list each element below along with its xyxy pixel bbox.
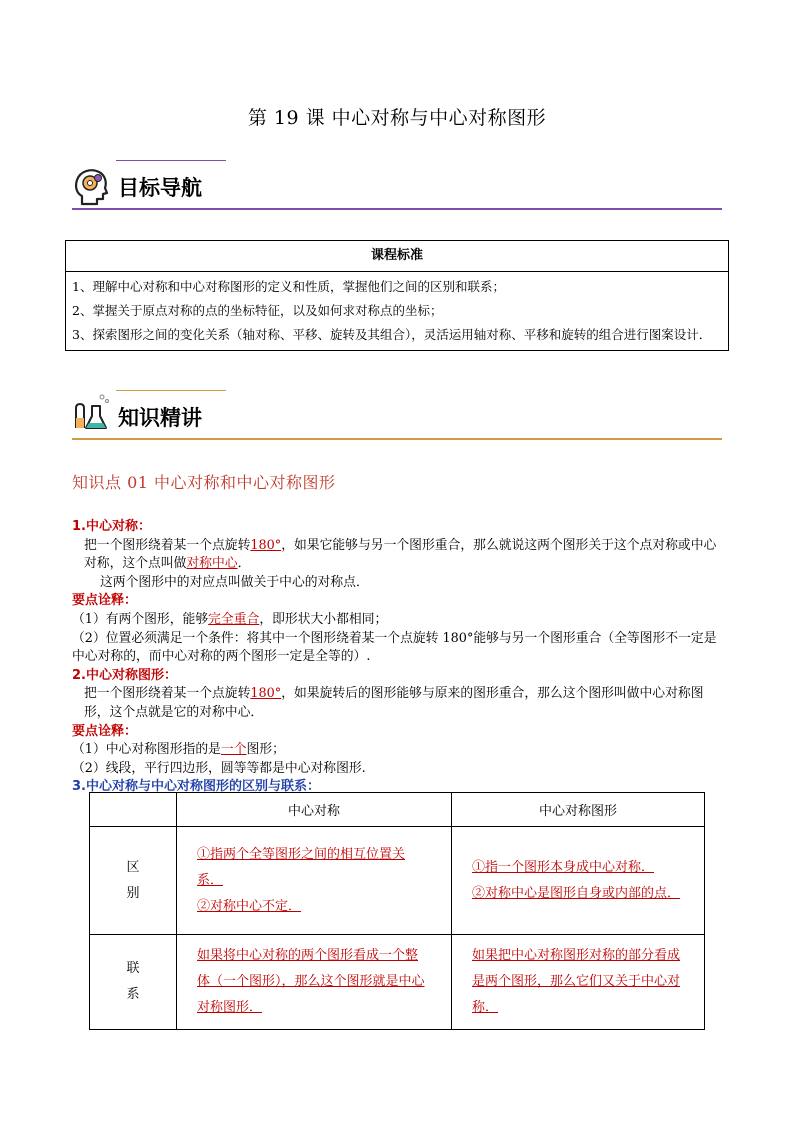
standards-list [66,272,729,351]
head-gears-icon [74,166,108,206]
comparison-table [89,792,705,1030]
underlined-term: 180° [250,686,282,702]
row-label [90,827,177,935]
text: 图形； [246,742,285,758]
section-header-knowledge [72,390,722,440]
heading-center-symmetry: 1.中心对称： [72,519,151,534]
cell-text: ②对称中心不定． [197,898,302,914]
underlined-term: 完全重合 [208,611,260,627]
content-body [72,518,724,797]
section-title-knowledge: 知识精讲 [118,406,202,430]
note-item: （2）位置必须满足一个条件：将其中一个图形绕着某一个点旋转 180°能够与另一个图形重合（全等图形不一定是中心对称的，而中心对称的两个图形一定是全等的）. [72,630,717,665]
section-underline [72,208,722,210]
text: ． [237,556,251,572]
header-deco-line [116,390,226,391]
section-underline [72,438,722,440]
standards-item: 3、探索图形之间的变化关系（轴对称、平移、旋转及其组合），灵活运用轴对称、平移和旋转的组合进行图案设计． [72,327,712,342]
table-cell [452,827,705,935]
definition-paragraph [72,537,724,574]
definition-paragraph: 这两个图形中的对应点叫做关于中心的对称点． [100,574,369,590]
row-label [90,935,177,1030]
table-cell [177,935,452,1030]
text: ，即形状大小都相同； [259,611,388,627]
definition-paragraph [72,685,724,722]
column-header: 中心对称图形 [452,793,705,827]
knowledge-point-title: 知识点 01 中心对称和中心对称图形 [72,473,336,492]
standards-item: 1、理解中心对称和中心对称图形的定义和性质，掌握他们之间的区别和联系； [72,279,505,294]
header-deco-line [116,160,226,161]
text: （1）中心对称图形指的是 [72,742,221,758]
cell-text: 如果将中心对称的两个图形看成一个整体（一个图形），那么这个图形就是中心对称图形． [197,948,425,1015]
note-item [72,741,724,760]
underlined-term: 一个 [220,742,247,758]
cell-text: 如果把中心对称图形对称的部分看成是两个图形，那么它们又关于中心对称． [472,948,681,1015]
text: 把一个图形绕着某一个点旋转 [84,537,251,553]
text: ，如果它能够与另一个图形重合，那么就说这两个图形关于这个点对称或中心对称，这个点叫做 [84,537,717,572]
row-label-text: 联 系 [126,961,140,1002]
page-title: 第 19 课 中心对称与中心对称图形 [247,107,547,129]
table-cell [177,827,452,935]
cell-text: ①指一个图形本身成中心对称． [472,859,655,875]
text: 把一个图形绕着某一个点旋转 [84,686,251,702]
cell-text: ①指两个全等图形之间的相互位置关系． [197,846,406,888]
note-heading: 要点诠释： [72,723,138,739]
note-item [72,611,724,630]
section-title-goals: 目标导航 [118,176,202,200]
underlined-term: 对称中心 [186,556,238,572]
table-cell [452,935,705,1030]
column-header: 中心对称 [177,793,452,827]
note-item: （2）线段，平行四边形，圆等等都是中心对称图形. [72,760,366,776]
underlined-term: 180° [250,537,282,553]
row-label-text: 区 别 [126,859,140,901]
section-header-goals [72,160,722,210]
note-heading: 要点诠释： [72,593,138,609]
course-standards-table [65,240,729,351]
corner-cell [90,793,177,827]
heading-comparison: 3.中心对称与中心对称图形的区别与联系： [72,779,320,795]
standards-header: 课程标准 [66,241,729,272]
text: ，如果旋转后的图形能够与原来的图形重合，那么这个图形叫做中心对称图形，这个点就是它的对称中心． [84,686,704,720]
cell-text: ②对称中心是图形自身或内部的点． [472,885,681,901]
standards-item: 2、掌握关于原点对称的点的坐标特征，以及如何求对称点的坐标； [72,303,443,318]
heading-center-symmetric-figure: 2.中心对称图形： [72,667,177,683]
text: （1）有两个图形，能够 [72,611,209,627]
lab-flask-icon [72,392,112,432]
